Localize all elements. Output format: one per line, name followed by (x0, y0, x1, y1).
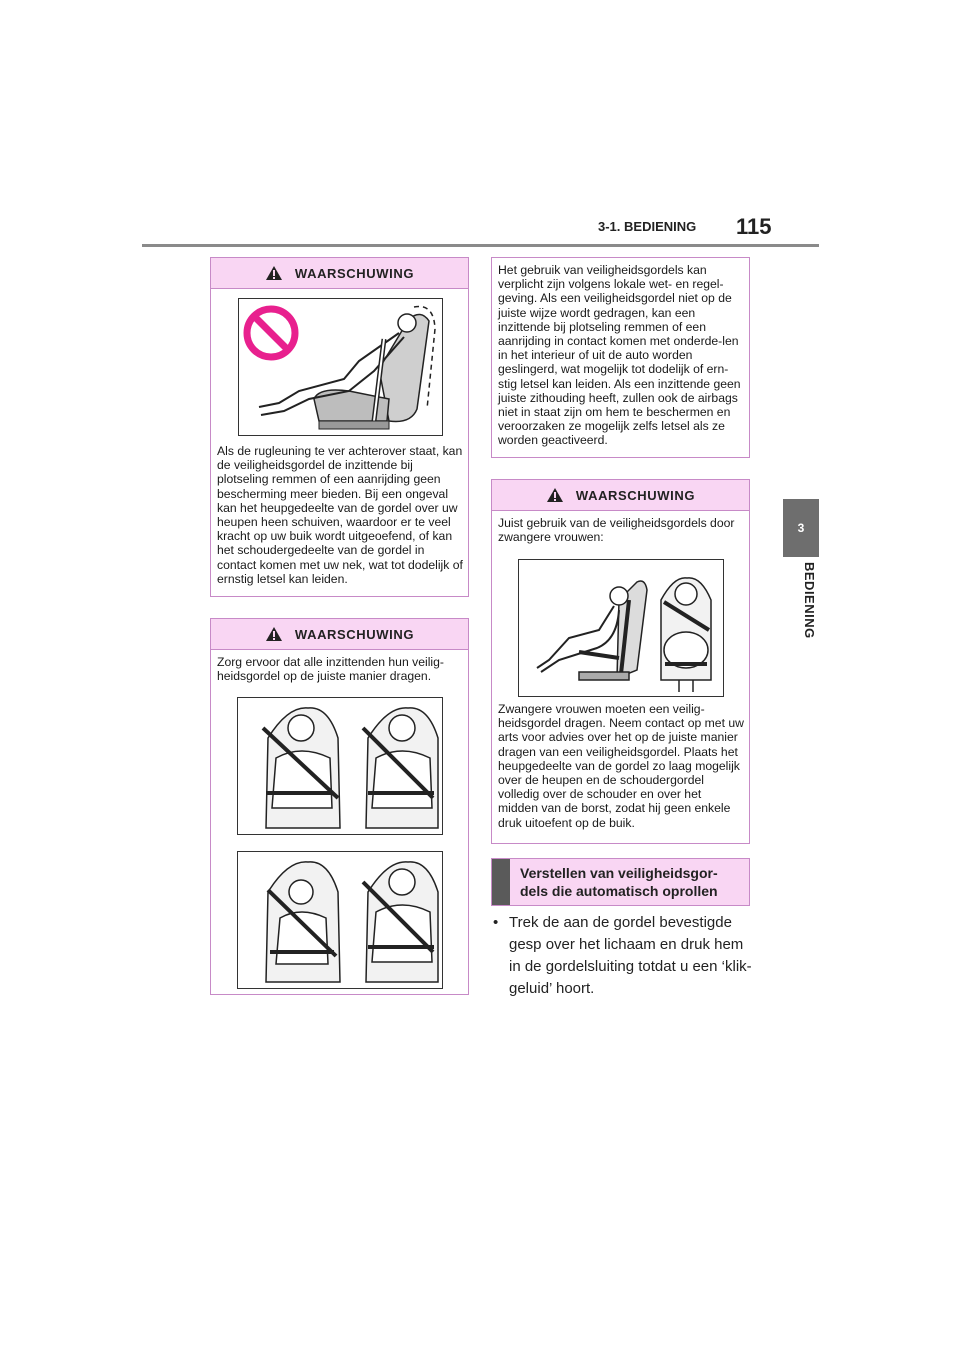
seated-occupants-illustration-1 (237, 697, 443, 835)
warning-text: Als de rugleuning te ver achterover staat, kan de veiligheidsgordel de inzittende bij plotseling remmen of een aanrijding geen bescherming meer bieden. Bij een ongeval kan het heupgedeelte van de gordel over uw heupen heen schuiven, waardoor er te veel kracht op uw buik wordt uitgeoefend, of kan het schoudergedeelte van de gordel in contact komen met uw nek, wat tot dodelijk of ernstig letsel kan leiden. (217, 444, 463, 586)
section-heading-title: Verstellen van veiligheidsgor-dels die automatisch oprollen (520, 865, 718, 899)
warning-triangle-icon (546, 487, 564, 503)
warning-intro: Juist gebruik van de veiligheidsgordels door zwangere vrouwen: (498, 516, 735, 545)
warning-box-reclined-seat (210, 257, 469, 597)
reclined-passenger-drawing (239, 299, 442, 435)
list-item (493, 912, 758, 1000)
warning-triangle-icon (265, 265, 283, 281)
warning-box-correct-wearing (210, 618, 469, 995)
reclined-seat-illustration (238, 298, 443, 436)
warning-header (211, 258, 468, 289)
warning-box-pregnant-women (491, 479, 750, 844)
warning-title: WAARSCHUWING (575, 487, 696, 503)
warning-header (492, 480, 749, 511)
pregnant-occupant-illustration (518, 559, 724, 697)
bullet-marker: • (493, 914, 499, 931)
bullet-text: Trek de aan de gordel bevestigde gesp over het lichaam en druk hem in de gordelsluiting totdat u een ‘klik-geluid’ hoort. (509, 914, 752, 997)
section-heading-marker (492, 859, 510, 905)
section-heading (491, 858, 750, 906)
chapter-label: BEDIENING (802, 562, 817, 639)
section-title: 3-1. BEDIENING (598, 219, 697, 234)
child-and-adult-occupants-drawing (238, 852, 442, 988)
info-text: Het gebruik van veiligheidsgordels kan verplicht zijn volgens lokale wet- en regel-geving. Als een veiligheidsgordel niet op de juiste wijze wordt gedragen, kan een inzittende bij plotseling remmen of een aanrijding in contact komen met onderde-len in het interieur of uit de auto worden geslingerd, wat mogelijk tot dodelijk of ern-stig letsel kan leiden. Als een inzittende geen juiste zithouding heeft, zullen ook de airbags niet in staat zijn om hem te beschermen en veroorzaken ze mogelijk zelfs letsel als ze worden geactiveerd. (498, 263, 741, 448)
chapter-tab: 3 (783, 499, 819, 557)
header-divider (142, 244, 819, 247)
info-box-seatbelt-law (491, 257, 750, 458)
warning-title: WAARSCHUWING (294, 265, 415, 281)
seated-occupants-illustration-2 (237, 851, 443, 989)
pregnant-woman-belt-drawing (519, 560, 723, 696)
page-number: 115 (736, 214, 772, 239)
adult-occupants-drawing (238, 698, 442, 834)
warning-triangle-icon (265, 626, 283, 642)
warning-text: Zwangere vrouwen moeten een veilig-heidsgordel dragen. Neem contact op met uw arts voor advies over het op de juiste manier dragen van een veiligheidsgordel. Plaats het heupgedeelte van de gordel zo laag mogelijk over de heupen en de schoudergordel volledig over de schouder en over het midden van de borst, zodat hij geen enkele druk uitoefent op de buik. (498, 702, 744, 830)
warning-text: Zorg ervoor dat alle inzittenden hun veilig-heidsgordel op de juiste manier dragen. (217, 655, 444, 684)
warning-header (211, 619, 468, 650)
warning-title: WAARSCHUWING (294, 626, 415, 642)
